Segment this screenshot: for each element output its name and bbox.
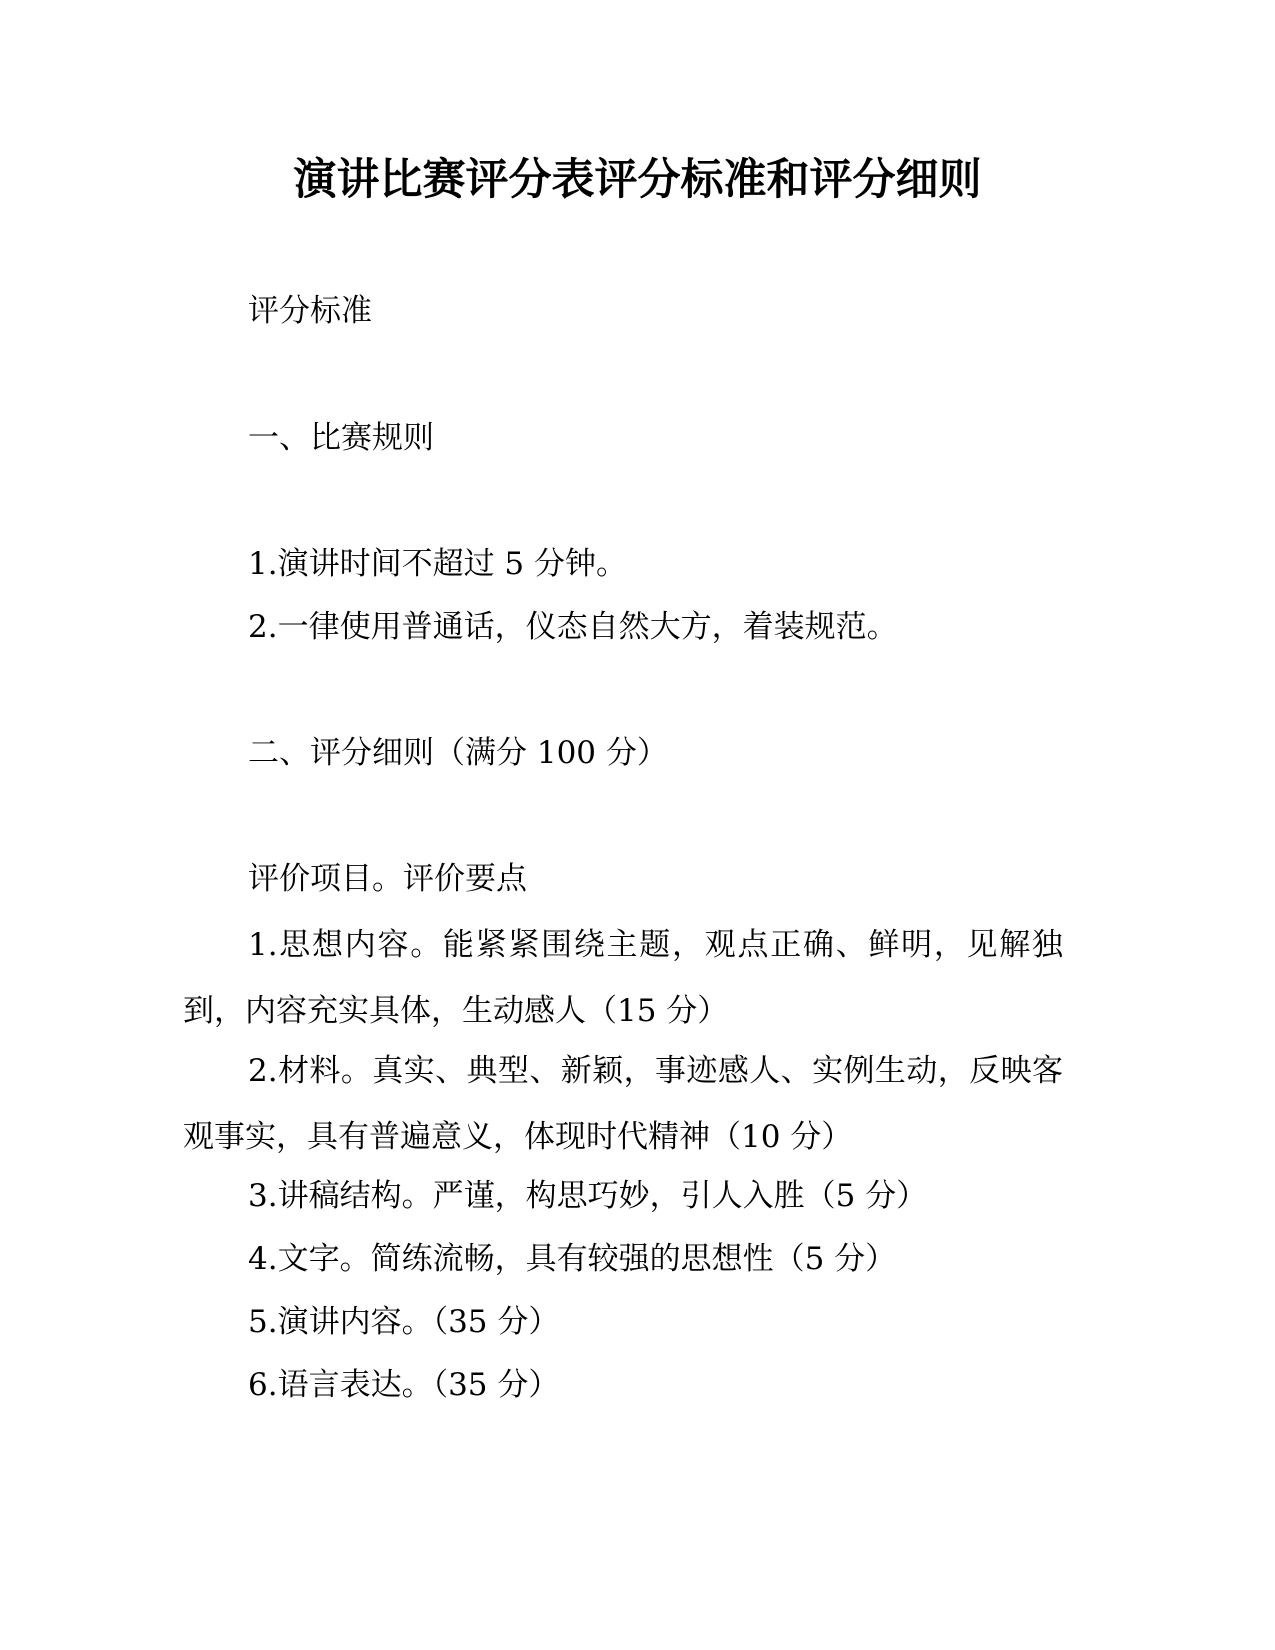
section1-heading: 一、比赛规则	[248, 420, 434, 456]
rule-1: 1.演讲时间不超过 5 分钟。	[248, 546, 628, 582]
criteria-table-header: 评价项目。评价要点	[248, 861, 527, 897]
criterion-6: 6.语言表达。（35 分）	[248, 1367, 560, 1403]
criterion-5: 5.演讲内容。（35 分）	[248, 1304, 560, 1340]
document-title: 演讲比赛评分表评分标准和评分细则	[293, 155, 982, 205]
criterion-2: 2.材料。真实、典型、新颖，事迹感人、实例生动，反映客观事实，具有普遍意义，体现时代精神（10 分）	[183, 1053, 1063, 1155]
criterion-3: 3.讲稿结构。严谨，构思巧妙，引人入胜（5 分）	[248, 1178, 928, 1214]
standard-heading: 评分标准	[248, 293, 372, 329]
rule-2: 2.一律使用普通话，仪态自然大方，着装规范。	[248, 609, 898, 645]
criterion-4: 4.文字。简练流畅，具有较强的思想性（5 分）	[248, 1241, 897, 1277]
criterion-1: 1.思想内容。能紧紧围绕主题，观点正确、鲜明，见解独到，内容充实具体，生动感人（15 分）	[183, 927, 1063, 1029]
section2-heading: 二、评分细则（满分 100 分）	[248, 735, 668, 771]
